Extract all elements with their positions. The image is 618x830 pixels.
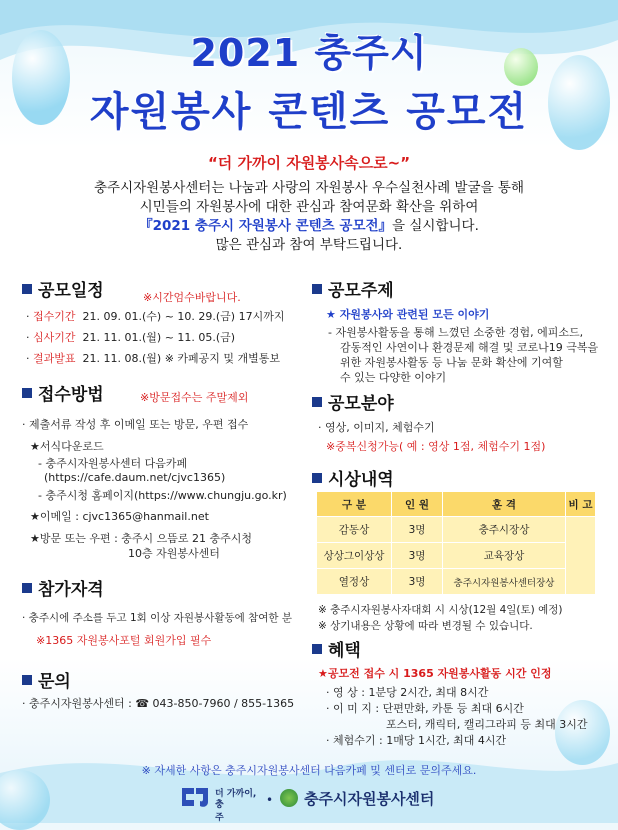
footer-note: ※ 자세한 사항은 충주시자원봉사센터 다음카페 및 센터로 문의주세요. — [141, 764, 477, 777]
submission-line: · 제출서류 작성 후 이메일 또는 방문, 우편 접수 — [22, 418, 249, 431]
intro-paragraph — [0, 179, 618, 255]
square-bullet-icon — [312, 397, 322, 407]
inquiry-line: · 충주시자원봉사센터 : ☎ 043-850-7960 / 855-1365 — [22, 697, 295, 710]
table-cell: 감동상 — [317, 517, 392, 543]
square-bullet-icon — [312, 284, 322, 294]
column-header: 인 원 — [392, 492, 443, 517]
table-cell: 열정상 — [317, 569, 392, 595]
table-cell: 3명 — [392, 543, 443, 569]
category-heading: 공모분야 — [312, 389, 394, 414]
theme-desc: - 자원봉사활동을 통해 느꼈던 소중한 경험, 에피소드, — [328, 326, 584, 339]
square-bullet-icon — [22, 284, 32, 294]
submission-visit-cont: 10층 자원봉사센터 — [128, 547, 220, 560]
download-cafe-url[interactable]: (https://cafe.daum.net/cjvc1365) — [44, 471, 226, 484]
bubble-decoration — [555, 700, 610, 765]
benefits-line: 포스터, 캐릭터, 캘리그라피 등 최대 3시간 — [386, 718, 588, 731]
contest-name-highlight: 『2021 충주시 자원봉사 콘텐츠 공모전』 — [139, 218, 393, 234]
awards-table — [316, 491, 596, 595]
intro-line: 충주시자원봉사센터는 나눔과 사랑의 자원봉사 우수실천사례 발굴을 통해 — [93, 180, 525, 196]
awards-heading: 시상내역 — [312, 465, 394, 490]
table-cell-remark — [566, 517, 596, 595]
intro-line-rest: 을 실시합니다. — [392, 218, 479, 234]
square-bullet-icon — [22, 583, 32, 593]
submission-note: ※방문접수는 주말제외 — [140, 391, 249, 404]
column-header: 비 고 — [566, 492, 596, 517]
intro-line: 많은 관심과 참여 부탁드립니다. — [215, 237, 403, 253]
slogan-logo — [178, 786, 257, 823]
slogan: “더 가까이 자원봉사속으로~” — [207, 154, 411, 172]
schedule-item: · 결과발표 21. 11. 08.(월) ※ 카페공지 및 개별통보 — [26, 352, 281, 365]
download-homepage[interactable]: - 충주시청 홈페이지(https://www.chungju.go.kr) — [38, 489, 287, 502]
column-header: 구 분 — [317, 492, 392, 517]
benefits-heading: 혜택 — [312, 636, 361, 661]
column-header: 훈 격 — [443, 492, 566, 517]
benefits-line: · 체험수기 : 1매당 1시간, 최대 4시간 — [326, 734, 507, 747]
separator-dot: • — [266, 793, 274, 807]
logo-text: 더 가까이, — [215, 789, 257, 799]
table-header-row — [317, 492, 596, 517]
theme-headline: ★ 자원봉사와 관련된 모든 이야기 — [326, 308, 490, 321]
center-logo-icon — [280, 789, 298, 807]
benefits-headline: ★공모전 접수 시 1365 자원봉사활동 시간 인정 — [318, 667, 552, 680]
table-row — [317, 517, 596, 543]
submission-heading: 접수방법 — [22, 380, 104, 405]
submission-email[interactable]: ★이메일 : cjvc1365@hanmail.net — [30, 510, 209, 523]
theme-desc: 감동적인 사연이나 환경문제 해결 및 코로나19 극복을 — [340, 341, 599, 354]
table-cell: 충주시장상 — [443, 517, 566, 543]
square-bullet-icon — [22, 388, 32, 398]
eligibility-note: ※1365 자원봉사포털 회원가입 필수 — [36, 634, 212, 647]
benefits-line: · 이 미 지 : 단편만화, 카툰 등 최대 6시간 — [326, 702, 524, 715]
square-bullet-icon — [22, 675, 32, 685]
table-cell: 충주시자원봉사센터장상 — [443, 569, 566, 595]
download-cafe: - 충주시자원봉사센터 다음카페 — [38, 457, 188, 470]
intro-line — [0, 217, 618, 236]
square-bullet-icon — [312, 473, 322, 483]
schedule-note: ※시간엄수바랍니다. — [143, 291, 241, 304]
table-row — [317, 569, 596, 595]
download-title: ★서식다운로드 — [30, 440, 104, 453]
table-cell: 3명 — [392, 569, 443, 595]
table-row — [317, 543, 596, 569]
schedule-item: · 접수기간 21. 09. 01.(수) ~ 10. 29.(금) 17시까지 — [26, 310, 285, 323]
eligibility-heading: 참가자격 — [22, 575, 104, 600]
inquiry-heading: 문의 — [22, 667, 71, 692]
logo-text: 충주 — [215, 800, 224, 823]
category-note: ※중복신청가능( 예 : 영상 1점, 체험수기 1점) — [326, 440, 546, 453]
bottom-wave-decoration — [0, 733, 618, 823]
center-logo-text: 충주시자원봉사센터 — [304, 790, 435, 808]
square-bullet-icon — [312, 644, 322, 654]
table-cell: 3명 — [392, 517, 443, 543]
awards-note: ※ 상기내용은 상황에 따라 변경될 수 있습니다. — [318, 620, 533, 632]
intro-line: 시민들의 자원봉사에 대한 관심과 참여문화 확산을 위하여 — [139, 199, 479, 215]
center-logo — [280, 788, 434, 809]
poster-title-line2: 자원봉사 콘텐츠 공모전 — [89, 89, 529, 135]
cj-logo-icon — [178, 786, 212, 808]
theme-heading: 공모주제 — [312, 276, 394, 301]
schedule-heading: 공모일정 — [22, 276, 104, 301]
benefits-line: · 영 상 : 1분당 2시간, 최대 8시간 — [326, 686, 489, 699]
category-line: · 영상, 이미지, 체험수기 — [318, 421, 435, 434]
submission-visit: ★방문 또는 우편 : 충주시 으뜸로 21 충주시청 — [30, 532, 253, 545]
awards-note: ※ 충주시자원봉사자대회 시 시상(12월 4일(토) 예정) — [318, 604, 563, 616]
poster-title-line1: 2021 충주시 — [190, 31, 428, 75]
eligibility-line: · 충주시에 주소를 두고 1회 이상 자원봉사활동에 참여한 분 — [22, 612, 293, 624]
theme-desc: 수 있는 다양한 이야기 — [340, 371, 447, 384]
theme-desc: 위한 자원봉사활동 등 나눔 문화 확산에 기여할 — [340, 356, 563, 369]
table-cell: 상상그이상상 — [317, 543, 392, 569]
schedule-item: · 심사기간 21. 11. 01.(월) ~ 11. 05.(금) — [26, 331, 236, 344]
table-cell: 교육장상 — [443, 543, 566, 569]
